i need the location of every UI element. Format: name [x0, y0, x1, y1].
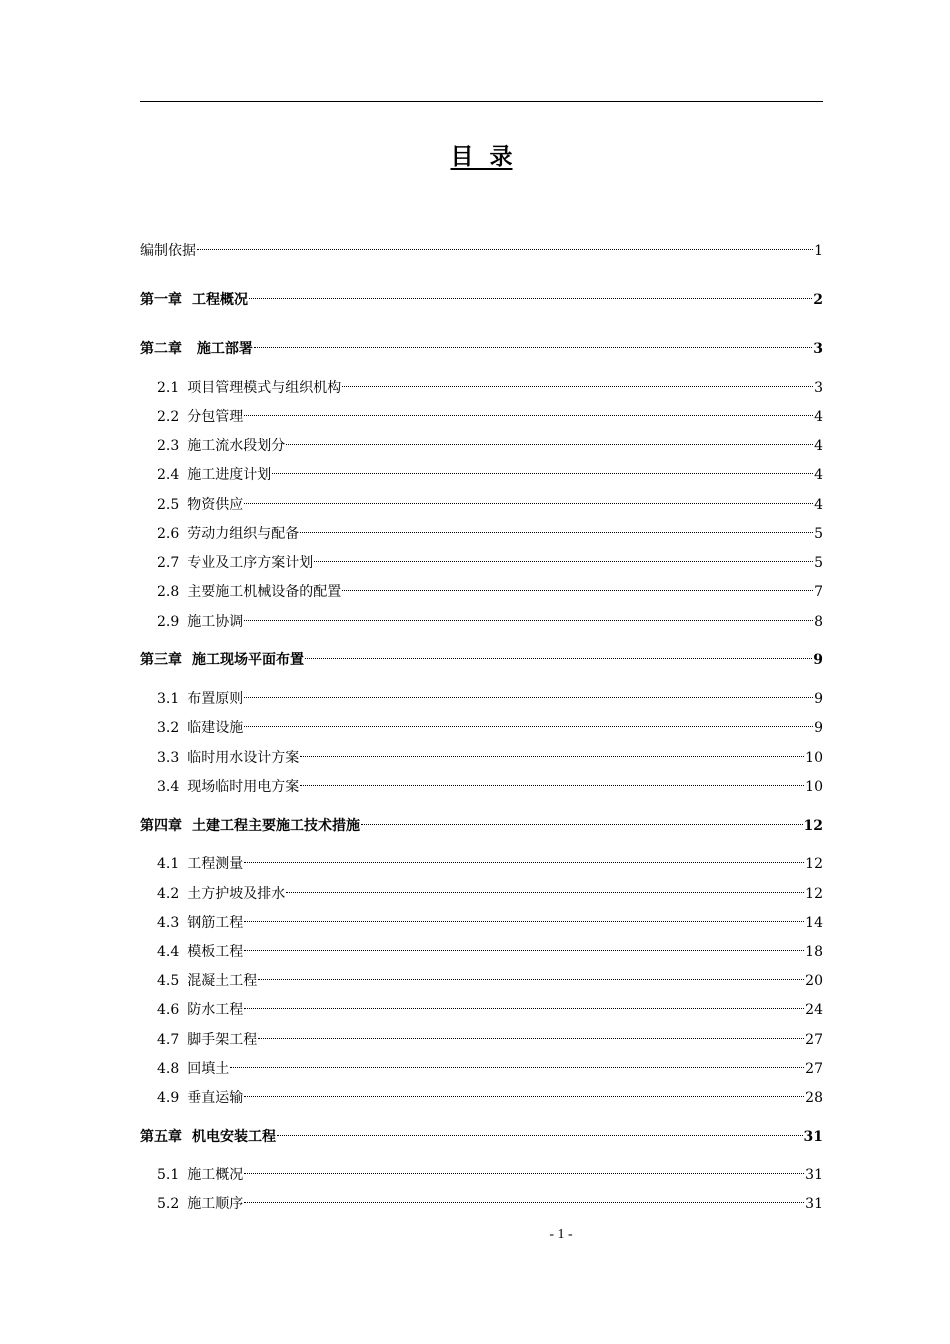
- toc-dot-leader: [244, 1182, 804, 1203]
- toc-dot-leader: [244, 901, 804, 922]
- toc-title-text: 目 录: [450, 143, 513, 170]
- toc-entry-number: 4.1: [157, 856, 180, 872]
- toc-entry-number: 2.4: [157, 467, 180, 483]
- toc-entry-title: 机电安装工程: [192, 1129, 276, 1145]
- toc-dot-leader: [277, 1115, 803, 1136]
- toc-page-number: 31: [805, 1196, 823, 1212]
- toc-page-number: 10: [805, 750, 823, 766]
- toc-entry-title: 施工现场平面布置: [192, 652, 304, 668]
- toc-entry-number: 第三章: [140, 652, 182, 668]
- toc-entry-number: 第一章: [140, 292, 182, 308]
- toc-entry-number: 5.1: [157, 1167, 180, 1183]
- toc-entry-title: 物资供应: [187, 497, 244, 513]
- toc-entry-title: 钢筋工程: [187, 915, 244, 931]
- toc-page-number: 31: [803, 1129, 823, 1145]
- toc-dot-leader: [244, 600, 813, 621]
- toc-entry-number: 4.2: [157, 886, 180, 902]
- toc-page-number: 12: [805, 856, 823, 872]
- toc-section-entry[interactable]: [157, 741, 823, 766]
- toc-entry-number: 2.6: [157, 526, 180, 542]
- toc-dot-leader: [361, 804, 803, 825]
- toc-entry-title: 防水工程: [187, 1002, 244, 1018]
- toc-chapter-entry[interactable]: [140, 1120, 823, 1145]
- toc-section-entry[interactable]: [157, 993, 823, 1018]
- toc-page-number: 12: [803, 818, 823, 834]
- toc-dot-leader: [300, 512, 813, 533]
- toc-entry-number: 4.6: [157, 1002, 180, 1018]
- toc-page-number: 1: [814, 243, 823, 259]
- header-rule: [140, 101, 823, 102]
- toc-entry-number: 2.7: [157, 555, 180, 571]
- toc-page-number: 14: [805, 915, 823, 931]
- toc-page-number: 3: [813, 341, 823, 357]
- toc-dot-leader: [244, 1153, 804, 1174]
- toc-page-number: 27: [805, 1061, 823, 1077]
- toc-entry-title: 施工概况: [187, 1167, 244, 1183]
- toc-entry-number: 第二章: [140, 341, 182, 357]
- toc-dot-leader: [230, 1047, 804, 1068]
- toc-section-entry[interactable]: [157, 770, 823, 795]
- toc-page-number: 5: [814, 526, 823, 542]
- toc-section-entry[interactable]: [157, 429, 823, 454]
- toc-entry-number: 5.2: [157, 1196, 180, 1212]
- toc-dot-leader: [244, 1076, 804, 1097]
- toc-page-number: 4: [814, 497, 823, 513]
- toc-page-number: 2: [813, 292, 823, 308]
- toc-section-entry[interactable]: [157, 605, 823, 630]
- toc-entry-title: 模板工程: [187, 944, 244, 960]
- toc-chapter-entry[interactable]: [140, 283, 823, 308]
- toc-entry-number: 第四章: [140, 818, 182, 834]
- toc-dot-leader: [300, 736, 804, 757]
- toc-page-number: 9: [813, 652, 823, 668]
- toc-entry-title: 脚手架工程: [187, 1032, 258, 1048]
- toc-entry-number: 4.8: [157, 1061, 180, 1077]
- toc-section-entry[interactable]: [157, 575, 823, 600]
- toc-entry-number: 3.4: [157, 779, 180, 795]
- toc-section-entry[interactable]: [157, 847, 823, 872]
- toc-section-entry[interactable]: [157, 371, 823, 396]
- toc-page-number: 24: [805, 1002, 823, 1018]
- toc-chapter-entry[interactable]: [140, 643, 823, 668]
- toc-page-number: 9: [814, 691, 823, 707]
- toc-dot-leader: [286, 872, 804, 893]
- toc-entry-number: 4.3: [157, 915, 180, 931]
- toc-entry-title: 劳动力组织与配备: [187, 526, 300, 542]
- toc-dot-leader: [249, 278, 812, 299]
- toc-page-number: 4: [814, 438, 823, 454]
- toc-entry-number: 3.1: [157, 691, 180, 707]
- toc-page-number: 28: [805, 1090, 823, 1106]
- toc-entry-title: 土方护坡及排水: [187, 886, 286, 902]
- toc-entry-title: 编制依据: [140, 243, 196, 259]
- toc-entry-number: 2.2: [157, 409, 180, 425]
- toc-section-entry[interactable]: [157, 517, 823, 542]
- toc-entry-title: 分包管理: [187, 409, 244, 425]
- toc-dot-leader: [286, 424, 813, 445]
- toc-entry-number: 4.7: [157, 1032, 180, 1048]
- toc-dot-leader: [244, 395, 813, 416]
- toc-dot-leader: [314, 541, 813, 562]
- toc-dot-leader: [342, 366, 813, 387]
- toc-entry-title: 主要施工机械设备的配置: [187, 584, 342, 600]
- toc-section-entry[interactable]: [157, 935, 823, 960]
- page-number: - 1 -: [549, 1227, 573, 1242]
- toc-section-entry[interactable]: [157, 1187, 823, 1212]
- toc-entry-number: 4.5: [157, 973, 180, 989]
- toc-entry-number: 3.3: [157, 750, 180, 766]
- toc-entry-title: 施工进度计划: [187, 467, 272, 483]
- toc-entry-number: 2.9: [157, 614, 180, 630]
- toc-page-number: 12: [805, 886, 823, 902]
- toc-page-number: 7: [814, 584, 823, 600]
- toc-entry-title: 混凝土工程: [187, 973, 258, 989]
- toc-entry-number: 2.5: [157, 497, 180, 513]
- toc-dot-leader: [244, 842, 804, 863]
- toc-page-number: 9: [814, 720, 823, 736]
- toc-page-number: 8: [814, 614, 823, 630]
- toc-entry-title: 临建设施: [187, 720, 244, 736]
- toc-dot-leader: [197, 229, 813, 250]
- toc-dot-leader: [254, 327, 812, 348]
- toc-entry-title: 现场临时用电方案: [187, 779, 300, 795]
- toc-page-number: 27: [805, 1032, 823, 1048]
- toc-entry-title: 土建工程主要施工技术措施: [192, 818, 360, 834]
- toc-page-number: 10: [805, 779, 823, 795]
- toc-entry-title: 垂直运输: [187, 1090, 244, 1106]
- toc-dot-leader: [305, 638, 812, 659]
- toc-section-entry[interactable]: [157, 877, 823, 902]
- toc-page-number: 4: [814, 409, 823, 425]
- toc-entry-title: 工程测量: [187, 856, 244, 872]
- toc-entry-title: 回填土: [187, 1061, 230, 1077]
- toc-entry-number: 4.9: [157, 1090, 180, 1106]
- toc-section-entry[interactable]: [157, 458, 823, 483]
- toc-dot-leader: [258, 1018, 804, 1039]
- toc-page-number: 4: [814, 467, 823, 483]
- toc-page-number: 31: [805, 1167, 823, 1183]
- toc-dot-leader: [244, 677, 813, 698]
- toc-section-entry[interactable]: [157, 400, 823, 425]
- toc-entry-title: 施工部署: [192, 341, 253, 357]
- toc-section-entry[interactable]: [157, 906, 823, 931]
- toc-chapter-entry[interactable]: [140, 809, 823, 834]
- toc-section-entry[interactable]: [157, 1052, 823, 1077]
- toc-entry-title: 工程概况: [192, 292, 248, 308]
- toc-entry-title: 施工流水段划分: [187, 438, 286, 454]
- toc-entry-title: 施工协调: [187, 614, 244, 630]
- toc-dot-leader: [244, 930, 804, 951]
- toc-section-entry[interactable]: [157, 711, 823, 736]
- toc-entry-number: 3.2: [157, 720, 180, 736]
- toc-entry-title: 布置原则: [187, 691, 244, 707]
- toc-section-entry[interactable]: [157, 546, 823, 571]
- toc-section-entry[interactable]: [157, 964, 823, 989]
- toc-page-number: 20: [805, 973, 823, 989]
- toc-dot-leader: [300, 765, 804, 786]
- toc-dot-leader: [272, 453, 813, 474]
- toc-dot-leader: [258, 959, 804, 980]
- toc-entry-number: 第五章: [140, 1129, 182, 1145]
- toc-dot-leader: [244, 988, 804, 1009]
- toc-page-number: 5: [814, 555, 823, 571]
- toc-section-entry[interactable]: [157, 682, 823, 707]
- toc-entry-number: 2.1: [157, 380, 180, 396]
- toc-section-entry[interactable]: [157, 1158, 823, 1183]
- toc-entry-number: 4.4: [157, 944, 180, 960]
- toc-page-number: 18: [805, 944, 823, 960]
- toc-section-entry[interactable]: [157, 488, 823, 513]
- toc-dot-leader: [342, 570, 813, 591]
- toc-dot-leader: [244, 483, 813, 504]
- toc-entry-title: 施工顺序: [187, 1196, 244, 1212]
- toc-entry-title: 项目管理模式与组织机构: [187, 380, 342, 396]
- toc-entry-number: 2.8: [157, 584, 180, 600]
- toc-section-entry[interactable]: [157, 1023, 823, 1048]
- toc-chapter-entry[interactable]: [140, 332, 823, 357]
- toc-page-number: 3: [814, 380, 823, 396]
- toc-section-entry[interactable]: [157, 1081, 823, 1106]
- toc-entry-number: 2.3: [157, 438, 180, 454]
- toc-entry-title: 临时用水设计方案: [187, 750, 300, 766]
- toc-dot-leader: [244, 706, 813, 727]
- toc-title: [0, 138, 950, 171]
- toc-entry-title: 专业及工序方案计划: [187, 555, 314, 571]
- toc-chapter-entry[interactable]: [140, 234, 823, 259]
